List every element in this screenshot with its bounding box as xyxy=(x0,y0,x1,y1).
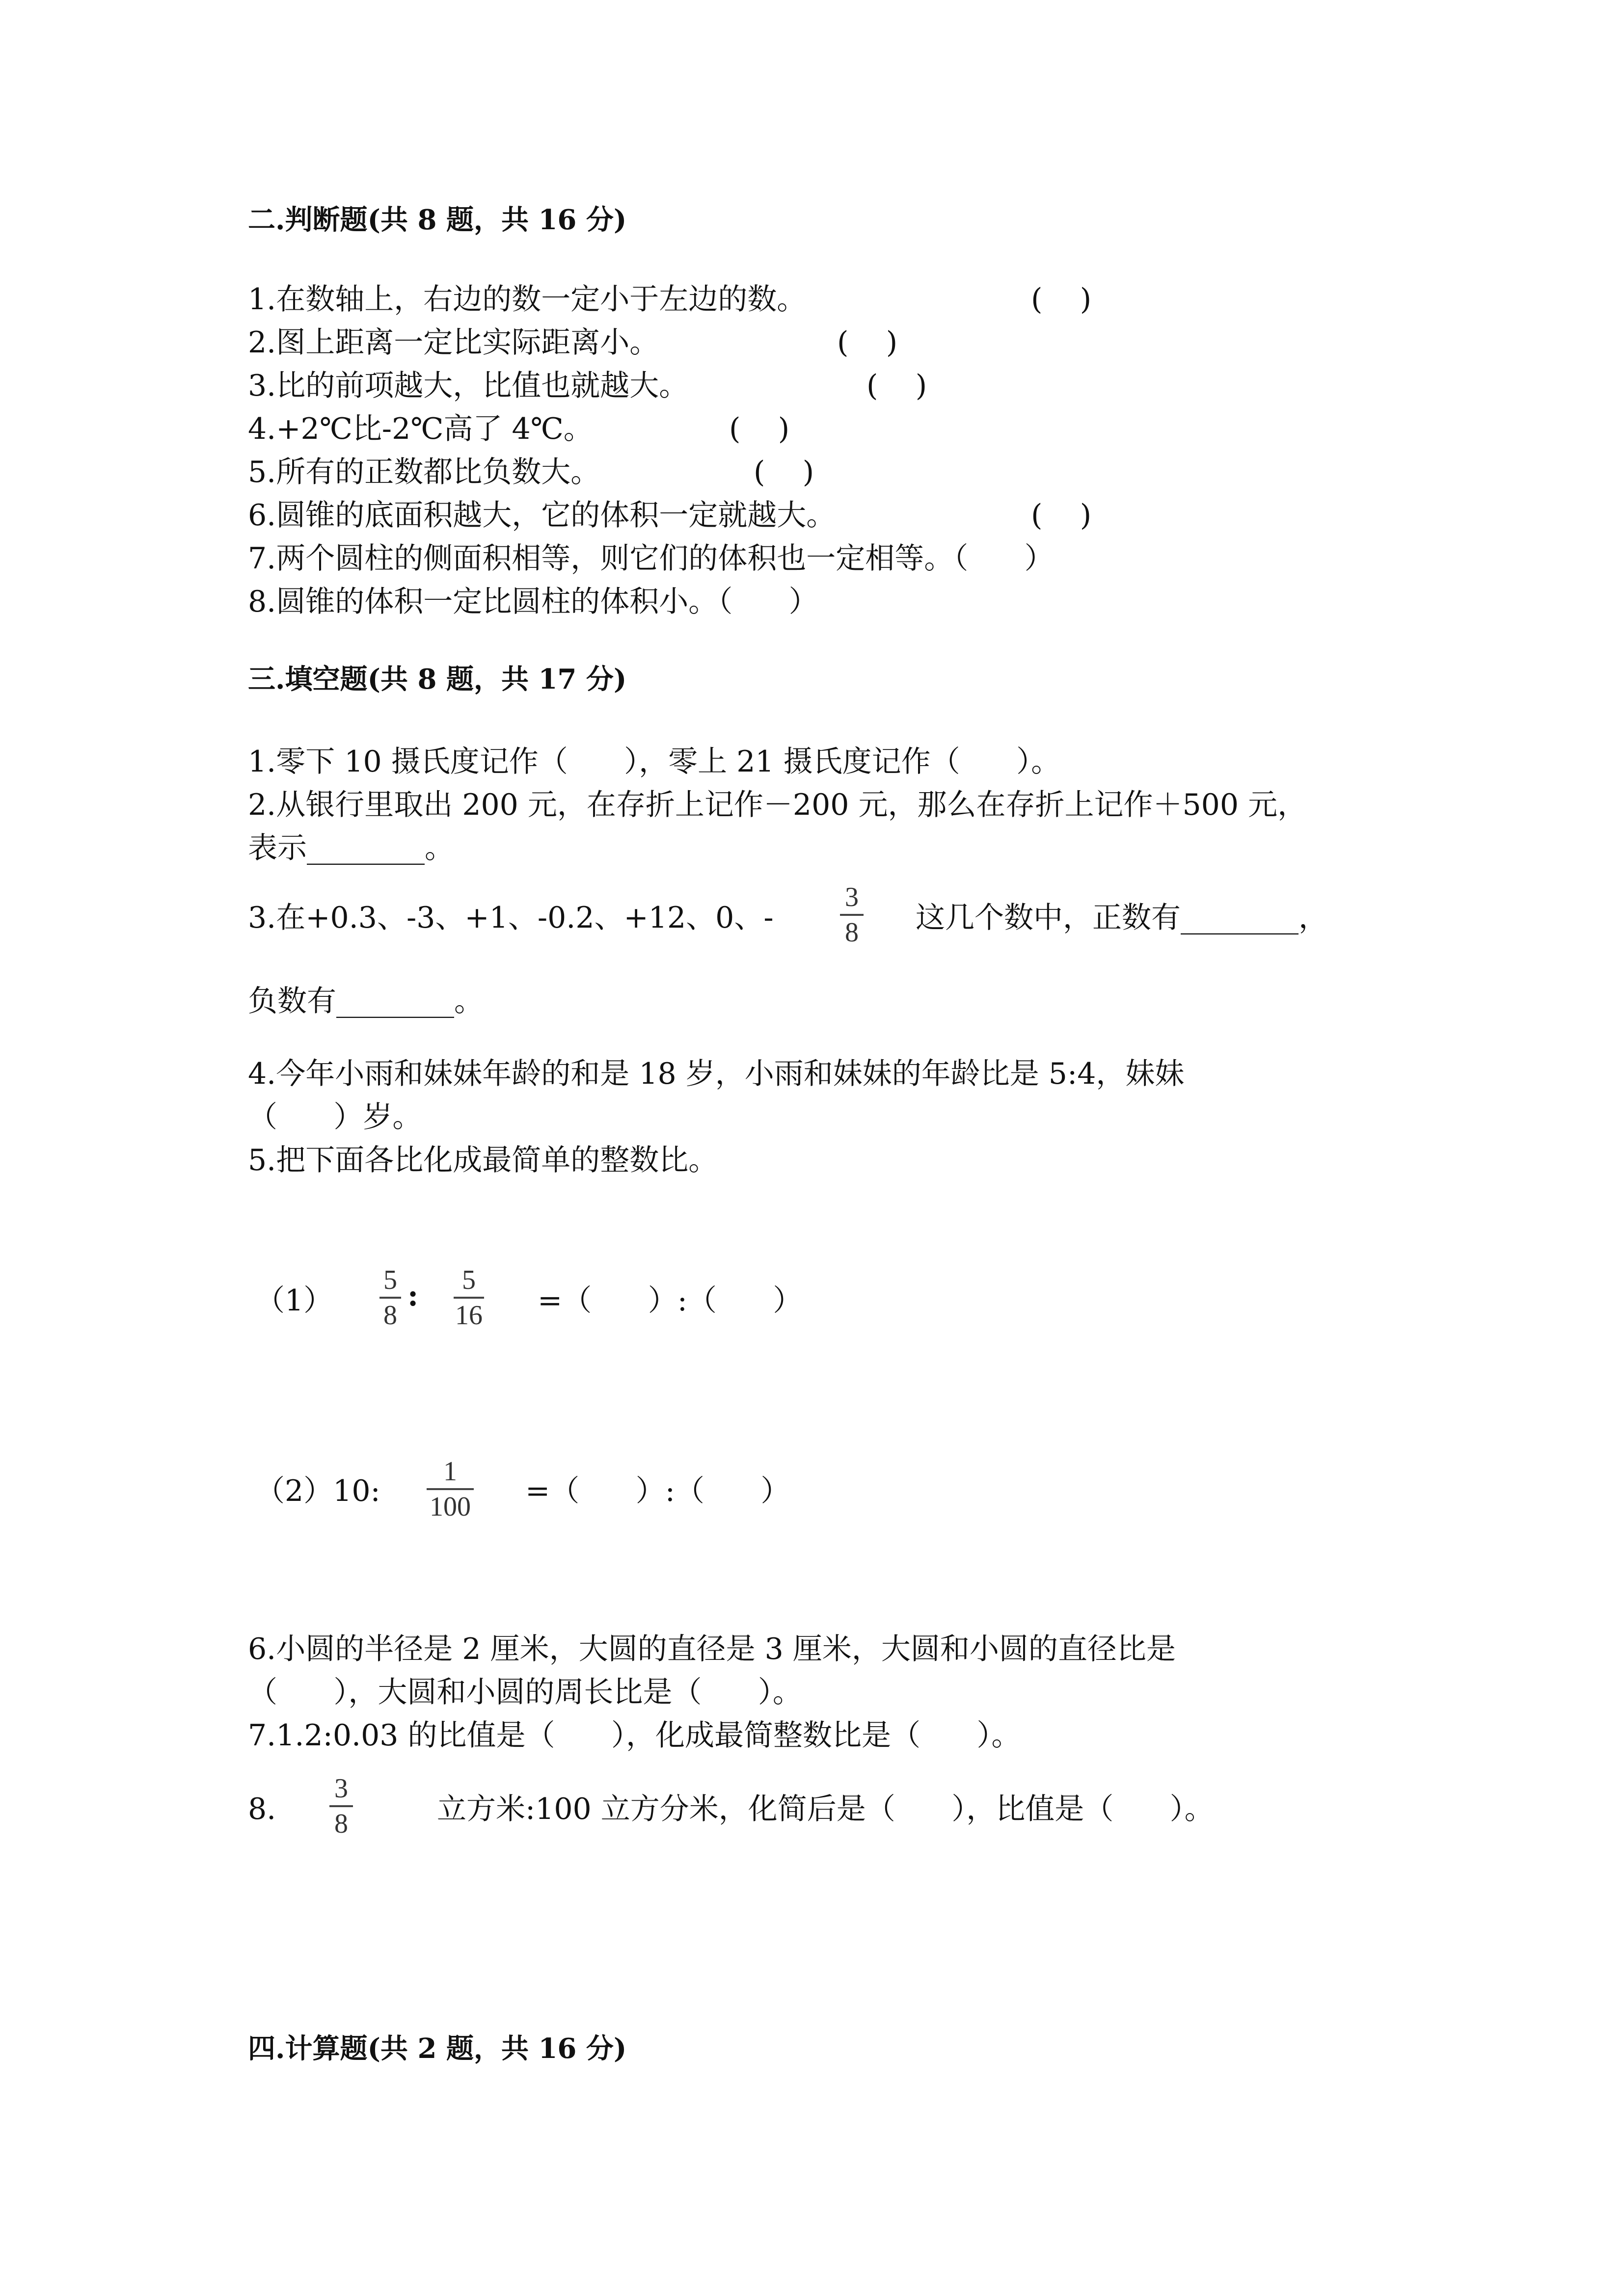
fill-q4-line1: 4.今年小雨和妹妹年龄的和是 18 岁，小雨和妹妹的年龄比是 5:4，妹妹 xyxy=(248,1057,1185,1091)
judge-item-6: 6.圆锥的底面积越大，它的体积一定就越大。 xyxy=(248,498,836,533)
fraction-numerator: 3 xyxy=(334,1773,348,1804)
fraction-bar xyxy=(329,1805,353,1807)
fraction-3-8 xyxy=(835,883,869,946)
judge-item-5-blank[interactable]: ( ) xyxy=(754,455,814,489)
fraction-numerator: 3 xyxy=(845,882,859,912)
fraction-denominator: 16 xyxy=(455,1300,483,1331)
fill-q6-line1: 6.小圆的半径是 2 厘米，大圆的直径是 3 厘米，大圆和小圆的直径比是 xyxy=(248,1632,1176,1666)
fraction-bar xyxy=(427,1488,474,1490)
fill-q3-before: 3.在+0.3、-3、+1、-0.2、+12、0、- xyxy=(248,901,774,935)
fraction-1-100 xyxy=(423,1458,477,1521)
judge-item-2: 2.图上距离一定比实际距离小。 xyxy=(248,325,659,360)
fill-q3-line2: 负数有________。 xyxy=(248,984,484,1018)
fraction-bar xyxy=(454,1297,484,1299)
ratio-colon: : xyxy=(407,1279,419,1313)
fraction-3-8 xyxy=(324,1775,358,1838)
fraction-bar xyxy=(840,914,864,916)
judge-item-7: 7.两个圆柱的侧面积相等，则它们的体积也一定相等。（ ） xyxy=(248,541,1054,576)
fraction-bar xyxy=(379,1297,401,1299)
judge-item-3: 3.比的前项越大，比值也就越大。 xyxy=(248,369,689,403)
judge-item-2-blank[interactable]: ( ) xyxy=(837,325,898,360)
judge-item-1-blank[interactable]: ( ) xyxy=(1031,282,1092,317)
judge-item-1: 1.在数轴上，右边的数一定小于左边的数。 xyxy=(248,282,807,317)
fill-q1: 1.零下 10 摄氏度记作（ ），零上 21 摄氏度记作（ ）。 xyxy=(248,745,1061,779)
fraction-5-16 xyxy=(449,1266,488,1329)
fill-q5-2-answer[interactable]: =（ ）:（ ） xyxy=(525,1474,790,1508)
judge-item-4-blank[interactable]: ( ) xyxy=(729,412,790,446)
fraction-numerator: 1 xyxy=(443,1456,457,1487)
fill-q5-1-answer[interactable]: =（ ）:（ ） xyxy=(538,1283,803,1318)
section-2-heading: 二.判断题(共 8 题，共 16 分) xyxy=(248,204,627,236)
fraction-denominator: 100 xyxy=(430,1492,471,1522)
fraction-denominator: 8 xyxy=(383,1300,397,1331)
fill-q7: 7.1.2:0.03 的比值是（ ），化成最简整数比是（ ）。 xyxy=(248,1718,1021,1753)
fill-q8-number: 8. xyxy=(248,1792,276,1826)
fill-q8-text: 立方米:100 立方分米，化简后是（ ），比值是（ ）。 xyxy=(437,1792,1214,1826)
fill-q4-line2: （ ）岁。 xyxy=(248,1100,422,1134)
fraction-denominator: 8 xyxy=(845,917,859,948)
fraction-numerator: 5 xyxy=(383,1265,397,1295)
fraction-5-8 xyxy=(376,1266,405,1329)
judge-item-6-blank[interactable]: ( ) xyxy=(1031,498,1092,533)
fill-q6-line2: （ ），大圆和小圆的周长比是（ ）。 xyxy=(248,1675,802,1709)
fill-q5-1-label: （1） xyxy=(255,1283,333,1318)
judge-item-3-blank[interactable]: ( ) xyxy=(866,369,927,403)
section-4-heading: 四.计算题(共 2 题，共 16 分) xyxy=(248,2032,627,2065)
section-3-heading: 三.填空题(共 8 题，共 17 分) xyxy=(248,663,627,695)
judge-item-5: 5.所有的正数都比负数大。 xyxy=(248,455,600,489)
fill-q3-after: 这几个数中，正数有________， xyxy=(916,901,1328,935)
fill-q5: 5.把下面各比化成最简单的整数比。 xyxy=(248,1143,718,1177)
fill-q2-line2: 表示________。 xyxy=(248,831,454,865)
fraction-denominator: 8 xyxy=(334,1809,348,1839)
judge-item-4: 4.+2℃比-2℃高了 4℃。 xyxy=(248,412,593,446)
fraction-numerator: 5 xyxy=(462,1265,476,1295)
judge-item-8: 8.圆锥的体积一定比圆柱的体积小。（ ） xyxy=(248,585,818,619)
fill-q5-2-label: （2）10: xyxy=(255,1474,380,1508)
fill-q2-line1: 2.从银行里取出 200 元，在存折上记作－200 元，那么在存折上记作＋500 元， xyxy=(248,788,1307,822)
